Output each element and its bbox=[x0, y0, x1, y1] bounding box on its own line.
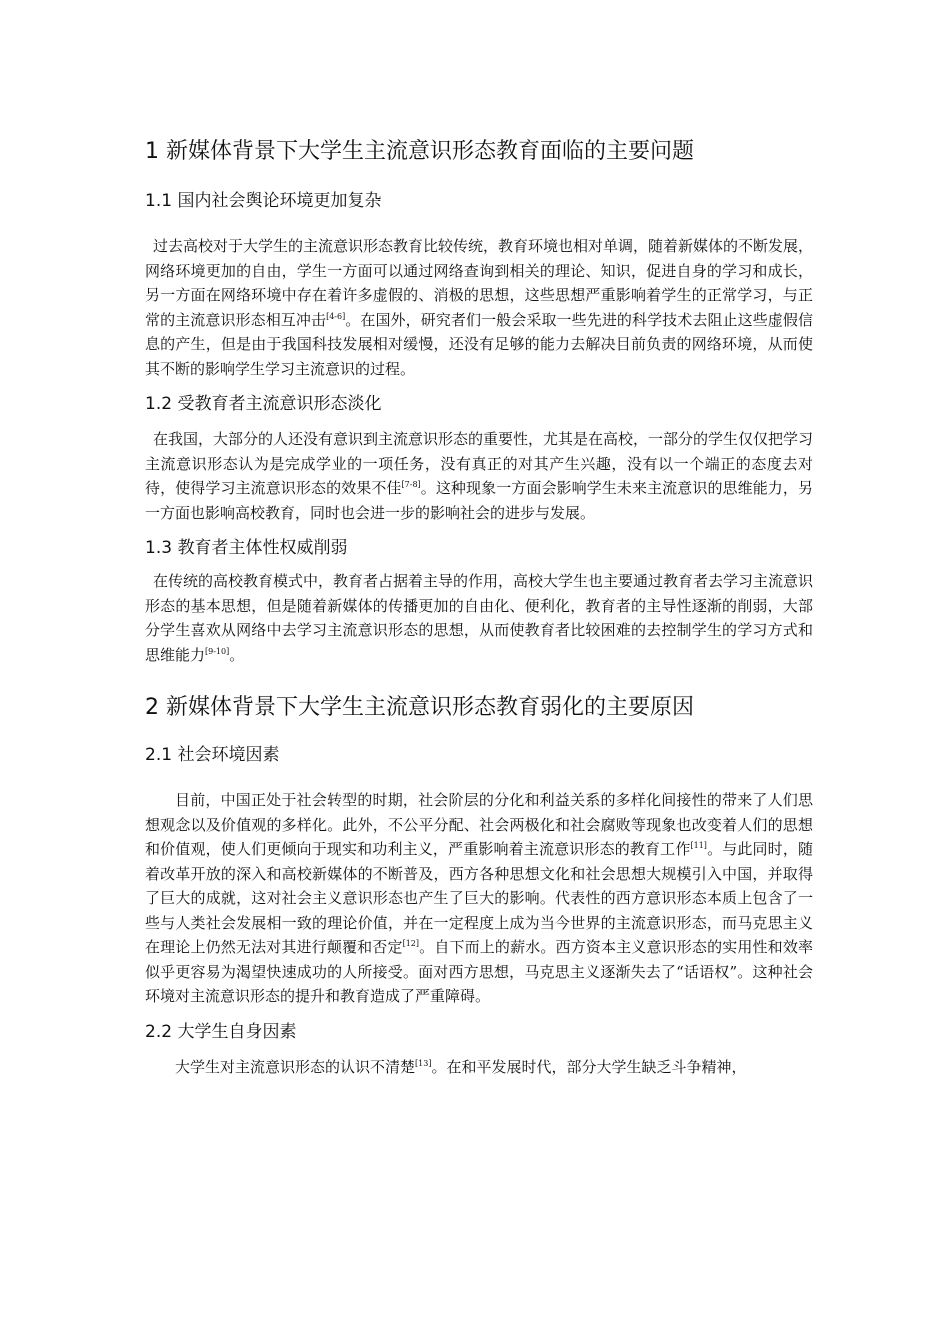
paragraph-text: 在传统的高校教育模式中，教育者占据着主导的作用，高校大学生也主要通过教育者去学习主流意识形态的基本思想，但是随着新媒体的传播更加的自由化、便利化，教育者的主导性逐渐的削弱，大部分学生喜欢从网络中去学习主流意识形态的思想，从而使教育者比较困难的去控制学生的学习方式和思维能力 bbox=[145, 572, 814, 664]
paragraph-text: 。自下而上的薪水。西方资本主义意识形态的实用性和效率似乎更容易为渴望快速成功的人所接受。面对西方思想，马克思主义逐渐失去了“话语权”。这种社会环境对主流意识形态的提升和教育造成了严重障碍。 bbox=[145, 938, 813, 1005]
paragraph-text: 。在国外，研究者们一般会采取一些先进的科学技术去阻止这些虚假信息的产生，但是由于我国科技发展相对缓慢，还没有足够的能力去解决目前负责的网络环境，从而使其不断的影响学生学习主流意识的过程。 bbox=[145, 310, 813, 378]
subsection-1-3-heading: 1.3 教育者主体性权威削弱 bbox=[145, 538, 348, 558]
paragraph-text: 目前，中国正处于社会转型的时期，社会阶层的分化和利益关系的多样化间接性的带来了人们思想观念以及价值观的多样化。此外，不公平分配、社会两极化和社会腐败等现象也改变着人们的思想和价值观，使人们更倾向于现实和功利主义，严重影响着主流意识形态的教育工作 bbox=[145, 791, 813, 858]
paragraph-text: 。在和平发展时代，部分大学生缺乏斗争精神， bbox=[431, 1057, 747, 1076]
subsection-1-2-heading: 1.2 受教育者主流意识形态淡化 bbox=[145, 394, 382, 414]
subsection-2-1-paragraph bbox=[145, 788, 813, 1009]
citation-ref: [9-10] bbox=[205, 646, 230, 656]
paragraph-text: 过去高校对于大学生的主流意识形态教育比较传统，教育环境也相对单调，随着新媒体的不断发展，网络环境更加的自由，学生一方面可以通过网络查询到相关的理论、知识，促进自身的学习和成长，另一方面在网络环境中存在着许多虚假的、消极的思想，这些思想严重影响着学生的正常学习，与正常的主流意识形态相互冲击 bbox=[145, 237, 814, 329]
paragraph-text: 。与此同时，随着改革开放的深入和高校新媒体的不断普及，西方各种思想文化和社会思想大规模引入中国，并取得了巨大的成就，这对社会主义意识形态也产生了巨大的影响。代表性的西方意识形态本质上包含了一些与人类社会发展相一致的理论价值，并在一定程度上成为当今世界的主流意识形态，而马克思主义在理论上仍然无法对其进行颠覆和否定 bbox=[145, 840, 813, 956]
citation-ref: [4-6] bbox=[326, 311, 346, 321]
paragraph-text: 。 bbox=[229, 645, 245, 664]
subsection-2-2-heading: 2.2 大学生自身因素 bbox=[145, 1021, 297, 1042]
citation-ref: [7-8] bbox=[401, 480, 421, 489]
paragraph-text: 大学生对主流意识形态的认识不清楚 bbox=[175, 1057, 416, 1076]
subsection-1-3-paragraph bbox=[145, 569, 813, 667]
subsection-2-2-paragraph bbox=[145, 1055, 813, 1080]
paragraph-text: 。这种现象一方面会影响学生未来主流意识的思维能力，另一方面也影响高校教育，同时也会进一步的影响社会的进步与发展。 bbox=[145, 479, 813, 522]
citation-ref: [11] bbox=[690, 841, 707, 850]
section-2-heading: 2 新媒体背景下大学生主流意识形态教育弱化的主要原因 bbox=[145, 695, 694, 720]
citation-ref: [13] bbox=[415, 1058, 432, 1068]
subsection-2-1-heading: 2.1 社会环境因素 bbox=[145, 745, 280, 765]
paragraph-text: 在我国，大部分的人还没有意识到主流意识形态的重要性，尤其是在高校，一部分的学生仅仅把学习主流意识形态认为是完成学业的一项任务，没有真正的对其产生兴趣，没有以一个端正的态度去对待，使得学习主流意识形态的效果不佳 bbox=[145, 430, 814, 497]
subsection-1-1-heading: 1.1 国内社会舆论环境更加复杂 bbox=[145, 191, 382, 211]
subsection-1-1-paragraph bbox=[145, 234, 813, 381]
subsection-1-2-paragraph bbox=[145, 427, 813, 525]
citation-ref: [12] bbox=[402, 939, 420, 948]
section-1-heading: 1 新媒体背景下大学生主流意识形态教育面临的主要问题 bbox=[145, 139, 694, 164]
document-body bbox=[145, 138, 813, 1079]
